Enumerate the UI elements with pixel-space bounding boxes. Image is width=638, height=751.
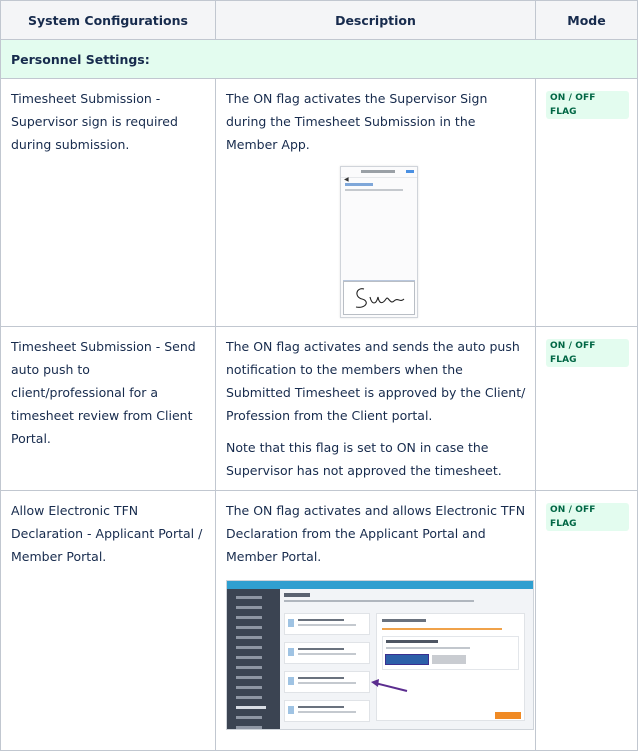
header-system-configurations: System Configurations xyxy=(1,1,216,40)
description-note: Note that this flag is set to ON in case the Supervisor has not approved the timesheet. xyxy=(226,440,502,478)
description-cell xyxy=(216,491,536,751)
table-row xyxy=(1,79,638,327)
tfn-declaration-screenshot xyxy=(226,580,534,730)
supervisor-sign-screenshot: ◀ xyxy=(340,166,418,318)
description-text: The ON flag activates and sends the auto push notification to the members when the Submitted Timesheet is approved by the Client/ Profession from the Client portal. xyxy=(226,339,526,423)
mode-cell xyxy=(536,79,638,327)
mode-cell xyxy=(536,327,638,491)
description-text: The ON flag activates the Supervisor Sign during the Timesheet Submission in the Member App. xyxy=(226,91,488,152)
config-cell: Timesheet Submission - Supervisor sign is required during submission. xyxy=(1,79,216,327)
mode-badge: ON / OFF FLAG xyxy=(546,91,629,119)
description-cell xyxy=(216,79,536,327)
header-description: Description xyxy=(216,1,536,40)
section-row xyxy=(1,40,638,79)
table-row xyxy=(1,327,638,491)
mode-badge: ON / OFF FLAG xyxy=(546,339,629,367)
description-text: The ON flag activates and allows Electronic TFN Declaration from the Applicant Portal and Member Portal. xyxy=(226,503,526,564)
header-row xyxy=(1,1,638,40)
arrow-icon xyxy=(369,677,409,695)
config-cell: Timesheet Submission - Send auto push to client/professional for a timesheet review from Client Portal. xyxy=(1,327,216,491)
section-title: Personnel Settings: xyxy=(1,40,638,79)
signature-icon xyxy=(344,282,414,314)
mode-badge: ON / OFF FLAG xyxy=(546,503,629,531)
description-cell xyxy=(216,327,536,491)
header-mode: Mode xyxy=(536,1,638,40)
mode-cell xyxy=(536,491,638,751)
table-row xyxy=(1,491,638,751)
config-cell: Allow Electronic TFN Declaration - Applicant Portal / Member Portal. xyxy=(1,491,216,751)
